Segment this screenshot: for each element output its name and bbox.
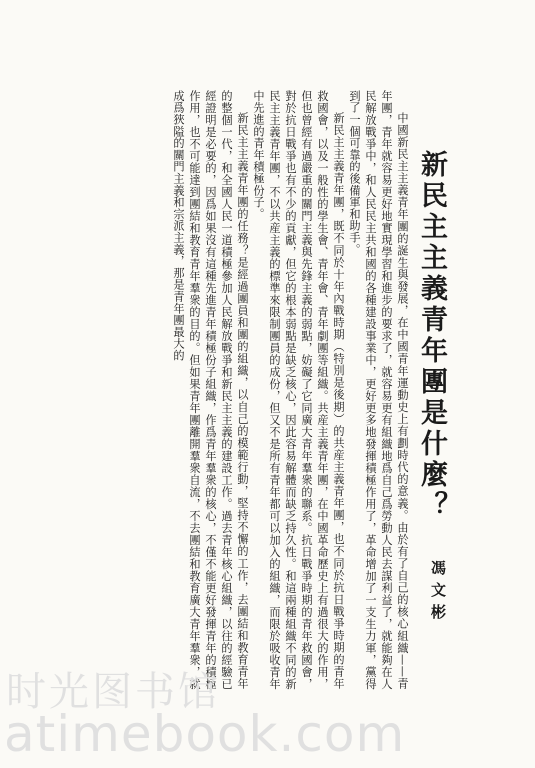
paragraph-2: 新民主主義青年團，既不同於十年內戰時期（特別是後期）的共産主義青年團，也不同於抗日戰爭時期的青年救國會，以及一般性的學生會、青年會、青年劇團等組織。共産主義青年團，在中國革命歷史上有過很大的作用，但也曾經有過嚴重的關門主義與先鋒主義的弱點，妨礙了它同廣大青年羣衆的聯系。抗日戰爭時期的青年救國會，對於抗日戰爭也有不少的貢獻，但它的根本弱點是缺乏核心，因此容易解體而缺乏持久性。和這兩種組織不同的新民主主義青年團，不以共産主義的標準來限制團員的成份，但又不是所有青年都可以加入的組織，而限於吸收青年中先進的青年積極份子。 [252,90,345,690]
article-title: 新民主主義青年團是什麼？ [416,150,447,522]
paragraph-1: 中國新民主主義青年團的誕生與發展，在中國青年運動史上有劃時代的意義。由於有了自己的核心組織——青年團，青年就容易更好地實現學習和進步的要求了，就容易更有組織地爲自己爲勞動人民去謀利益了，就能夠在人民解放戰爭中，和人民民主共和國的各種建設事業中，更好更多地發揮積極作用了，革命增加了一支生力軍，黨得到了一個可靠的後備軍和助手。 [348,90,409,690]
paragraph-3: 新民主主義青年團的任務？是經過團員和團的組織，以自己的模範行動，堅持不懈的工作，去團結和教育青年的整個一代，和全國人民一道積極參加人民解放戰爭和新民主主義的建設工作。過去青年核心組織，以往的經驗已經證明是必要的，因爲如果沒有這種先進青年積極份子組織，作爲青年羣衆的核心，不僅不能更好發揮青年的積極作用，也不可能達到團結和教育青年羣衆的目的。但如果青年團離開羣衆自流，不去團結和教育廣大青年羣衆，就成爲狹隘的關門主義和宗派主義，那是青年團最大的 [172,90,249,690]
article-body [170,90,410,690]
article-author: 馮文彬 [429,560,447,626]
watermark-url: atimebook.com [4,705,406,763]
watermark-chinese: 时光图书馆 [6,669,221,715]
